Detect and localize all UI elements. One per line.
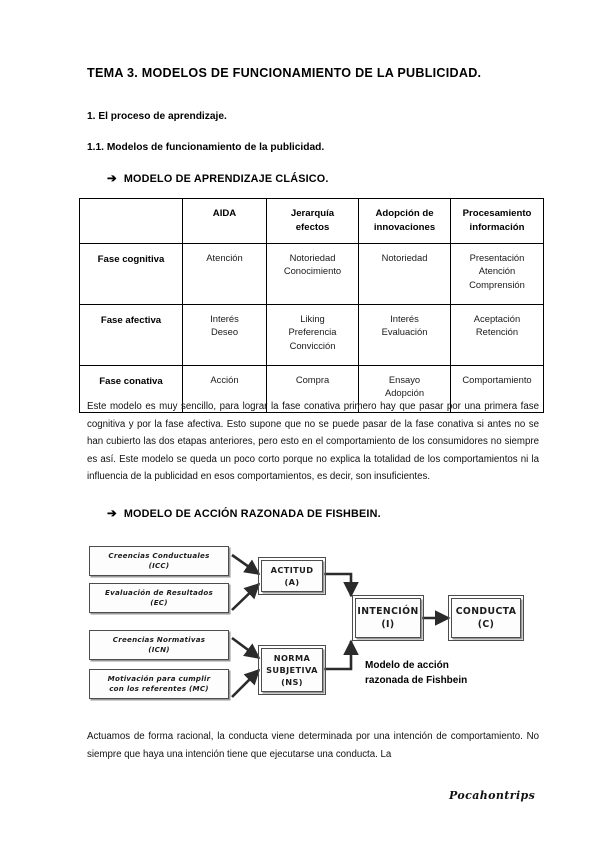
subheading-modelo-fishbein xyxy=(107,506,381,520)
subheading-fishbein-label: MODELO DE ACCIÓN RAZONADA DE FISHBEIN. xyxy=(123,508,381,520)
table-col-header-procesamiento: Procesamiento información xyxy=(451,199,544,244)
table-cell-cognitiva-procesamiento: Presentación Atención Comprensión xyxy=(451,243,544,304)
table-col-header-empty xyxy=(80,199,183,244)
table-cell-cognitiva-jerarquia: Notoriedad Conocimiento xyxy=(267,243,359,304)
subheading-clasico-label: MODELO DE APRENDIZAJE CLÁSICO. xyxy=(123,173,329,185)
table-col-header-adopcion: Adopción de innovaciones xyxy=(359,199,451,244)
paragraph-after-diagram: Actuamos de forma racional, la conducta viene determinada por una intención de comportamiento. No siempre que haya una intención tiene que ejecutarse una conducta. La xyxy=(87,731,539,760)
table-cell-afectiva-aida: Interés Deseo xyxy=(183,304,267,365)
table-cell-afectiva-jerarquia: Liking Preferencia Convicción xyxy=(267,304,359,365)
diagram-node-conducta: CONDUCTA (C) xyxy=(451,598,521,638)
diagram-caption-line-1: Modelo de acción xyxy=(365,660,449,671)
table-cell-conativa-adopcion: Ensayo Adopción xyxy=(359,365,451,412)
table-cell-afectiva-adopcion: Interés Evaluación xyxy=(359,304,451,365)
table-row xyxy=(80,243,544,304)
fishbein-diagram xyxy=(83,544,543,712)
diagram-node-evaluacion-resultados: Evaluación de Resultados (EC) xyxy=(89,583,229,613)
section-heading-1: 1. El proceso de aprendizaje. xyxy=(87,111,227,122)
author-signature: Pocahontrips xyxy=(449,789,536,802)
arrow-bullet-icon: ➔ xyxy=(107,173,117,185)
diagram-caption xyxy=(365,658,467,688)
diagram-node-norma-subjetiva: NORMA SUBJETIVA (NS) xyxy=(261,648,323,692)
table-col-header-jerarquia: Jerarquía efectos xyxy=(267,199,359,244)
table-cell-afectiva-procesamiento: Aceptación Retención xyxy=(451,304,544,365)
table-row-header-fase-cognitiva: Fase cognitiva xyxy=(80,243,183,304)
section-heading-1-1: 1.1. Modelos de funcionamiento de la publicidad. xyxy=(87,142,325,153)
table-col-header-aida: AIDA xyxy=(183,199,267,244)
paragraph-after-table: Este modelo es muy sencillo, para lograr la fase conativa primero hay que pasar por una primera fase cognitiva y por la fase afectiva. Esto supone que no se puede pasar de la fase conativa si antes no se han cubierto las dos etapas anteriores, pero esto en el comportamiento de los consumidores no siempre es así. Este modelo se queda un poco corto porque no explica la totalidad de los comportamientos ni la influencia de la publicidad en esos comportamientos, es decir, son insuficientes. xyxy=(87,401,539,483)
arrow-bullet-icon: ➔ xyxy=(107,508,117,520)
table-cell-cognitiva-aida: Atención xyxy=(183,243,267,304)
diagram-node-creencias-conductuales: Creencias Conductuales (ICC) xyxy=(89,546,229,576)
table-row-header-fase-afectiva: Fase afectiva xyxy=(80,304,183,365)
diagram-node-motivacion-cumplir: Motivación para cumplir con los referentes (MC) xyxy=(89,669,229,699)
modelo-aprendizaje-table xyxy=(79,198,544,413)
table-cell-conativa-aida: Acción xyxy=(183,365,267,412)
table-row-header-fase-conativa: Fase conativa xyxy=(80,365,183,412)
diagram-node-creencias-normativas: Creencias Normativas (ICN) xyxy=(89,630,229,660)
table-cell-conativa-jerarquia: Compra xyxy=(267,365,359,412)
diagram-node-actitud: ACTITUD (A) xyxy=(261,560,323,592)
page-content xyxy=(79,0,544,848)
table-row xyxy=(80,304,544,365)
page-title: TEMA 3. MODELOS DE FUNCIONAMIENTO DE LA PUBLICIDAD. xyxy=(87,66,482,80)
table-cell-cognitiva-adopcion: Notoriedad xyxy=(359,243,451,304)
subheading-modelo-aprendizaje-clasico xyxy=(107,171,329,185)
table-header-row xyxy=(80,199,544,244)
diagram-node-intencion: INTENCIÓN (I) xyxy=(355,598,421,638)
table-cell-conativa-procesamiento: Comportamiento xyxy=(451,365,544,412)
diagram-caption-line-2: razonada de Fishbein xyxy=(365,675,468,686)
